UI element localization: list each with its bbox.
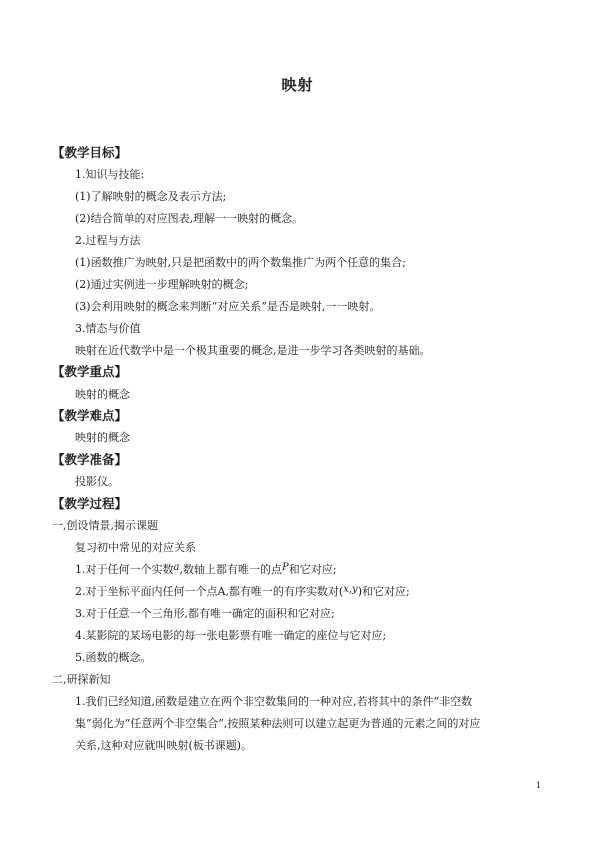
review-text: 复习初中常见的对应关系 [75,541,196,554]
process-method-label: 2.过程与方法 [75,234,141,247]
item2-text-a: 2.对于坐标平面内任何一个点A,都有唯一的有序实数对( [75,585,344,598]
knowledge-label: 1.知识与技能: [75,168,145,181]
process-heading: 【教学过程】 [52,496,128,511]
item1-text-b: ,数轴上都有唯一的点 [179,563,282,576]
item1-text-a: 1.对于任何一个实数 [75,563,174,576]
knowledge-item-1: (1)了解映射的概念及表示方法; [75,190,227,203]
prep-text: 投影仪。 [75,475,119,488]
part2-label: 二,研探新知 [52,673,111,686]
process-item-3: 3.对于任意一个三角形,都有唯一确定的面积和它对应; [75,607,335,620]
page-number: 1 [536,781,542,790]
item2-text-b: )和它对应; [357,585,410,598]
process-item-4: 4.某影院的某场电影的每一张电影票有唯一确定的座位与它对应; [75,629,387,642]
process-item-5: 5.函数的概念。 [75,651,152,664]
var-p: P [281,562,289,573]
emotion-item-1: 映射在近代数学中是一个极其重要的概念,是进一步学习各类映射的基础。 [75,344,431,357]
key-heading: 【教学重点】 [52,364,128,379]
var-a: a [173,562,180,573]
key-text: 映射的概念 [75,388,130,401]
part1-label: 一,创设情景,揭示课题 [52,519,158,532]
knowledge-item-2: (2)结合简单的对应图表,理解一一映射的概念。 [75,212,304,225]
difficulty-heading: 【教学难点】 [52,408,128,423]
prep-heading: 【教学准备】 [52,452,128,467]
new-knowledge-line-2: 集”弱化为“任意两个非空集合”,按照某种法则可以建立起更为普通的元素之间的对应 [75,717,481,730]
goals-heading: 【教学目标】 [52,145,128,160]
process-item-1 [75,563,336,578]
item1-text-c: 和它对应; [288,563,337,576]
process-method-item-2: (2)通过实例进一步理解映射的概念; [75,278,249,291]
emotion-label: 3.情态与价值 [75,322,141,335]
process-item-2 [75,585,410,600]
process-method-item-1: (1)函数推广为映射,只是把函数中的两个数集推广为两个任意的集合; [75,256,406,269]
difficulty-text: 映射的概念 [75,431,130,444]
new-knowledge-line-1: 1.我们已经知道,函数是建立在两个非空数集间的一种对应,若将其中的条件“非空数 [75,695,473,708]
page-title: 映射 [281,76,314,94]
new-knowledge-line-3: 关系,这种对应就叫映射(板书课题)。 [75,739,253,752]
var-xy: x,y [343,584,358,595]
process-method-item-3: (3)会利用映射的概念来判断“对应关系”是否是映射,一一映射。 [75,300,381,313]
